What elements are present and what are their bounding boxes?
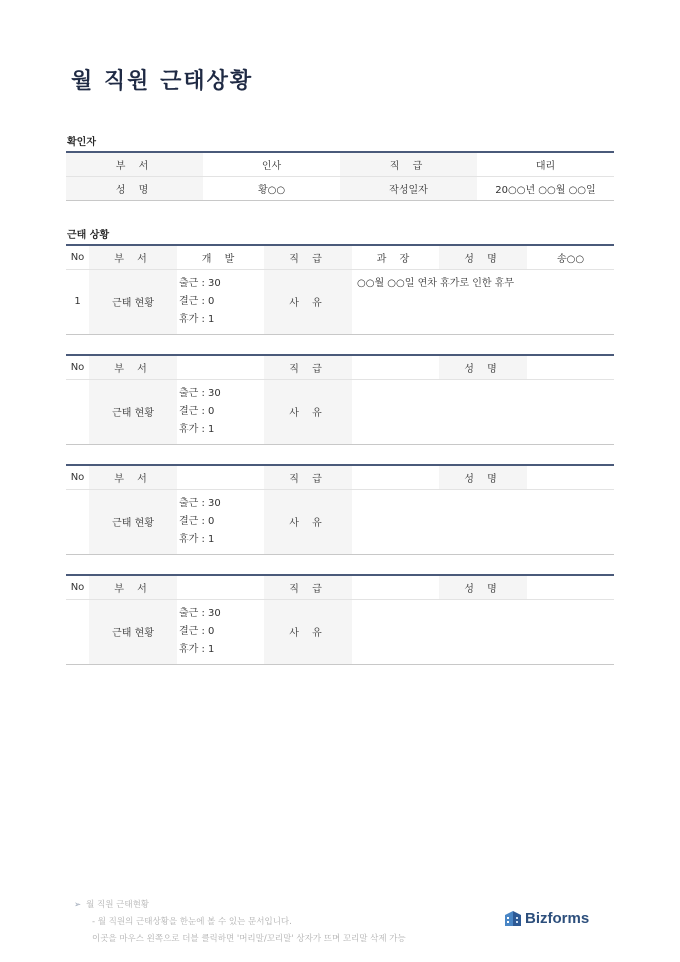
- date-value[interactable]: 20○○년 ○○월 ○○일: [477, 176, 614, 200]
- footer-note[interactable]: [74, 897, 406, 948]
- page-title: 월 직원 근태상황: [71, 69, 254, 94]
- reason-label: 사 유: [264, 269, 352, 334]
- bizforms-logo: [504, 909, 589, 927]
- no-label: No: [66, 245, 89, 269]
- table-row: [66, 379, 614, 444]
- dept-value[interactable]: 개 발: [177, 245, 264, 269]
- no-value[interactable]: [66, 379, 89, 444]
- attendance-block-3: [66, 464, 614, 555]
- rank-label: 직 급: [264, 575, 352, 599]
- table-row: [66, 575, 614, 599]
- status-values[interactable]: [177, 489, 264, 554]
- status-label: 근태 현황: [89, 489, 177, 554]
- rank-label: 직 급: [264, 245, 352, 269]
- status-label: 근태 현황: [89, 379, 177, 444]
- table-row: [66, 489, 614, 554]
- rank-value[interactable]: [352, 575, 439, 599]
- name-label: 성 명: [439, 355, 527, 379]
- work-days: 출근 : 30: [179, 387, 221, 399]
- table-row: [66, 245, 614, 269]
- name-label: 성 명: [439, 245, 527, 269]
- leave-days: 휴가 : 1: [179, 533, 215, 545]
- reason-value[interactable]: [352, 489, 614, 554]
- absent-days: 결근 : 0: [179, 295, 215, 307]
- rank-label: 직 급: [264, 465, 352, 489]
- absent-days: 결근 : 0: [179, 515, 215, 527]
- arrow-icon: ➢: [74, 900, 82, 910]
- table-row: [66, 269, 614, 334]
- footer-title: 월 직원 근태현황: [86, 900, 150, 910]
- attendance-block-1: [66, 244, 614, 335]
- dept-label: 부 서: [89, 465, 177, 489]
- status-label: 근태 현황: [89, 599, 177, 664]
- name-label: 성 명: [66, 176, 203, 200]
- name-label: 성 명: [439, 465, 527, 489]
- dept-label: 부 서: [89, 355, 177, 379]
- work-days: 출근 : 30: [179, 277, 221, 289]
- reason-value[interactable]: ○○월 ○○일 연차 휴가로 인한 휴무: [352, 269, 614, 334]
- date-label: 작성일자: [340, 176, 477, 200]
- name-label: 성 명: [439, 575, 527, 599]
- name-value[interactable]: 송○○: [527, 245, 614, 269]
- dept-label: 부 서: [89, 245, 177, 269]
- no-label: No: [66, 465, 89, 489]
- reason-label: 사 유: [264, 379, 352, 444]
- no-label: No: [66, 355, 89, 379]
- brand-name: Bizforms: [525, 909, 590, 927]
- reason-value[interactable]: [352, 599, 614, 664]
- absent-days: 결근 : 0: [179, 625, 215, 637]
- dept-value[interactable]: [177, 465, 264, 489]
- status-values[interactable]: [177, 599, 264, 664]
- dept-value[interactable]: 인사: [203, 152, 340, 176]
- leave-days: 휴가 : 1: [179, 313, 215, 325]
- rank-value[interactable]: [352, 355, 439, 379]
- attendance-block-4: [66, 574, 614, 665]
- work-days: 출근 : 30: [179, 497, 221, 509]
- footer-description: - 월 직원의 근태상황을 한눈에 볼 수 있는 문서입니다.: [92, 917, 292, 927]
- leave-days: 휴가 : 1: [179, 643, 215, 655]
- status-values[interactable]: [177, 379, 264, 444]
- reason-value[interactable]: [352, 379, 614, 444]
- reason-label: 사 유: [264, 489, 352, 554]
- rank-value[interactable]: 대리: [477, 152, 614, 176]
- work-days: 출근 : 30: [179, 607, 221, 619]
- building-icon: [504, 909, 522, 927]
- reason-label: 사 유: [264, 599, 352, 664]
- rank-label: 직 급: [340, 152, 477, 176]
- leave-days: 휴가 : 1: [179, 423, 215, 435]
- rank-value[interactable]: 과 장: [352, 245, 439, 269]
- dept-value[interactable]: [177, 355, 264, 379]
- confirm-table: [66, 151, 614, 201]
- rank-label: 직 급: [264, 355, 352, 379]
- footer-instruction: 이곳을 마우스 왼쪽으로 더블 클릭하면 '머리말/꼬리말' 상자가 뜨며 꼬리말 삭제 가능: [92, 934, 406, 944]
- no-value[interactable]: [66, 599, 89, 664]
- status-values[interactable]: [177, 269, 264, 334]
- no-value[interactable]: [66, 489, 89, 554]
- name-value[interactable]: [527, 355, 614, 379]
- dept-label: 부 서: [66, 152, 203, 176]
- status-label: 근태 현황: [89, 269, 177, 334]
- dept-label: 부 서: [89, 575, 177, 599]
- attendance-section-label: 근태 상황: [67, 230, 110, 241]
- name-value[interactable]: [527, 575, 614, 599]
- table-row: [66, 599, 614, 664]
- name-value[interactable]: [527, 465, 614, 489]
- rank-value[interactable]: [352, 465, 439, 489]
- table-row: [66, 465, 614, 489]
- attendance-block-2: [66, 354, 614, 445]
- dept-value[interactable]: [177, 575, 264, 599]
- table-row: [66, 355, 614, 379]
- no-value[interactable]: 1: [66, 269, 89, 334]
- confirm-section-label: 확인자: [67, 137, 96, 148]
- absent-days: 결근 : 0: [179, 405, 215, 417]
- table-row: [66, 152, 614, 176]
- name-value[interactable]: 황○○: [203, 176, 340, 200]
- table-row: [66, 176, 614, 200]
- no-label: No: [66, 575, 89, 599]
